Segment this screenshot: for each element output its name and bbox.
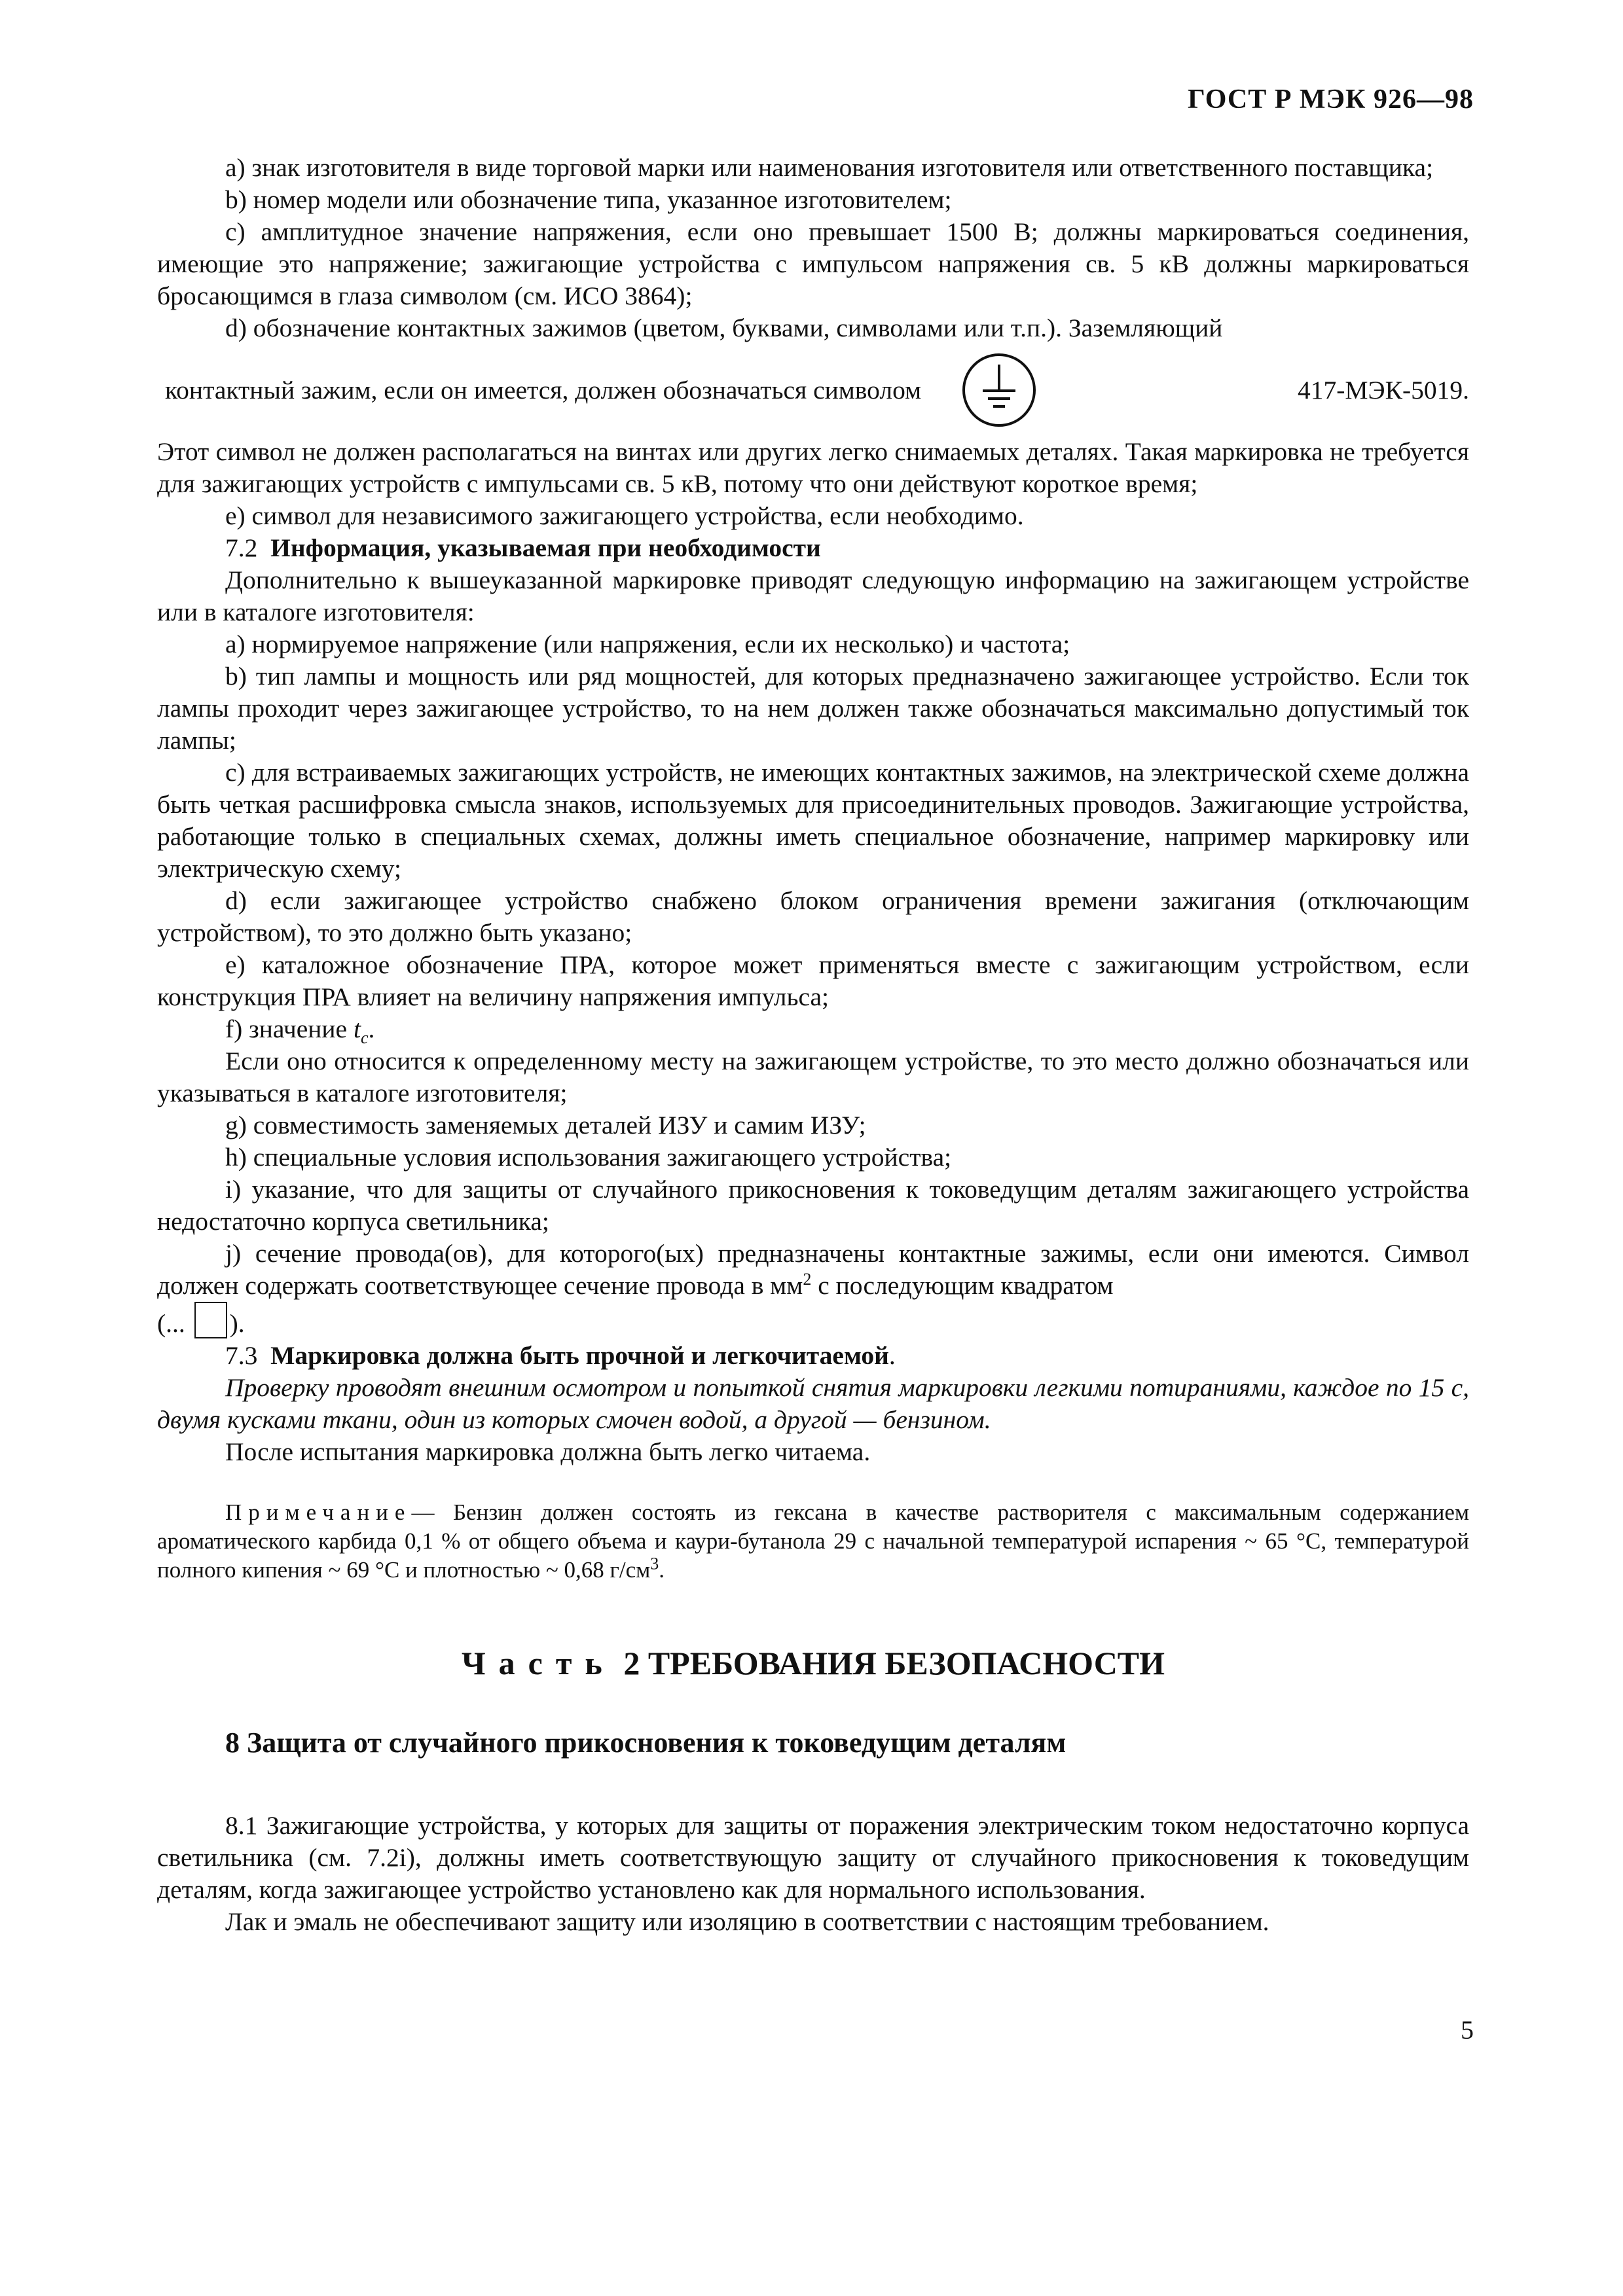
section-7-2-title: Информация, указываемая при необходимости (270, 533, 821, 562)
info-item-f-prefix: f) значение (225, 1014, 348, 1043)
earth-ground-icon (960, 351, 1038, 429)
section-7-3-title: Маркировка должна быть прочной и легкочитаемой (270, 1341, 889, 1370)
section-7-3-check: Проверку проводят внешним осмотром и попыткой снятия маркировки легкими потираниями, каждое по 15 с, двумя кусками ткани, один из которых смочен водой, а другой — бензином. (157, 1373, 1469, 1434)
note-paragraph (157, 1498, 1469, 1585)
info-item-f-subscript: c (360, 1028, 369, 1047)
info-item-f-suffix: . (368, 1014, 375, 1043)
part-2-title (157, 1647, 1469, 1679)
standard-code-header: ГОСТ Р МЭК 926—98 (1188, 84, 1474, 115)
info-item-j-superscript: 2 (803, 1269, 812, 1289)
marking-item-a: a) знак изготовителя в виде торговой марки или наименования изготовителя или ответственного поставщика; (225, 153, 1434, 182)
section-8-1-lacquer-paragraph: Лак и эмаль не обеспечивают защиту или изоляцию в соответствии с настоящим требованием. (225, 1907, 1269, 1936)
square-symbol-icon (194, 1302, 227, 1338)
section-8-title: 8 Защита от случайного прикосновения к токоведущим деталям (225, 1727, 1067, 1759)
info-item-j-close: ). (229, 1309, 245, 1338)
section-8-1-paragraph: 8.1 Зажигающие устройства, у которых для защиты от поражения электрическим током недостаточно корпуса светильника (см. 7.2i), должны иметь соответствующую защиту от случайного прикосновения к токоведущим деталям, когда зажигающее устройство установлено как для нормального использования. (157, 1811, 1469, 1904)
page-number: 5 (1461, 2015, 1474, 2045)
section-7-2-heading (157, 532, 1469, 564)
symbol-restriction-paragraph: Этот символ не должен располагаться на винтах или других легко снимаемых деталях. Такая маркировка не требуется для зажигающих устройств с импульсами св. 5 кВ, потому что они действуют короткое время; (157, 437, 1469, 498)
ground-symbol-text: контактный зажим, если он имеется, должен обозначаться символом (165, 375, 922, 404)
part-2-heading: 2 ТРЕБОВАНИЯ БЕЗОПАСНОСТИ (623, 1645, 1165, 1681)
note-superscript: 3 (650, 1554, 659, 1573)
marking-item-d: d) обозначение контактных зажимов (цветом, буквами, символами или т.п.). Заземляющий (225, 314, 1223, 342)
info-item-j-open: (... (157, 1309, 185, 1338)
info-item-e: e) каталожное обозначение ПРА, которое может применяться вместе с зажигающим устройством, если конструкция ПРА влияет на величину напряжения импульса; (157, 950, 1469, 1011)
section-7-2-intro: Дополнительно к вышеуказанной маркировке приводят следующую информацию на зажигающем устройстве или в каталоге изготовителя: (157, 565, 1469, 626)
part-2-word: Часть (461, 1645, 615, 1681)
note-text: — Бензин должен состоять из гексана в качестве растворителя с максимальным содержанием ароматического карбида 0,1 % от общего объема и каури-бутанола 29 с начальной температурой испарения ~ 65 °С, температурой полного кипения ~ 69 °С и плотностью ~ 0,68 г/см (157, 1499, 1469, 1583)
ground-symbol-code: 417-МЭК-5019. (1298, 375, 1469, 404)
info-item-g: g) совместимость заменяемых деталей ИЗУ и самим ИЗУ; (225, 1111, 866, 1139)
section-7-3-heading (157, 1340, 1469, 1372)
info-item-f-variable: t (353, 1014, 361, 1043)
info-item-h: h) специальные условия использования зажигающего устройства; (225, 1143, 952, 1172)
info-item-f-note: Если оно относится к определенному месту на зажигающем устройстве, то это место должно обозначаться или указываться в каталоге изготовителя; (157, 1047, 1469, 1107)
info-item-f (157, 1013, 1469, 1045)
page-body (157, 152, 1469, 1938)
note-label: Примечание (225, 1499, 412, 1525)
info-item-j-square-line (157, 1302, 1469, 1340)
info-item-i: i) указание, что для защиты от случайного прикосновения к токоведущим деталям зажигающего устройства недостаточно корпуса светильника; (157, 1175, 1469, 1236)
info-item-b: b) тип лампы и мощность или ряд мощностей, для которых предназначено зажигающее устройство. Если ток лампы проходит через зажигающее устройство, то на нем должен также обозначаться максимально допустимый ток лампы; (157, 662, 1469, 755)
note-end: . (659, 1557, 665, 1583)
section-7-3-title-end: . (888, 1341, 896, 1370)
marking-item-b: b) номер модели или обозначение типа, указанное изготовителем; (225, 185, 952, 214)
info-item-d: d) если зажигающее устройство снабжено блоком ограничения времени зажигания (отключающим устройством), то это должно быть указано; (157, 886, 1469, 947)
info-item-a: a) нормируемое напряжение (или напряжения, если их несколько) и частота; (225, 630, 1070, 658)
marking-item-c: c) амплитудное значение напряжения, если оно превышает 1500 В; должны маркироваться соединения, имеющие это напряжение; зажигающие устройства с импульсом напряжения св. 5 кВ должны маркироваться бросающимся в глаза символом (см. ИСО 3864); (157, 217, 1469, 310)
section-7-2-number: 7.2 (225, 533, 258, 562)
section-7-3-number: 7.3 (225, 1341, 258, 1370)
marking-item-e: e) символ для независимого зажигающего устройства, если необходимо. (225, 501, 1024, 530)
info-item-j (157, 1238, 1469, 1302)
info-item-j-text: j) сечение провода(ов), для которого(ых) предназначены контактные зажимы, если они имеются. Символ должен содержать соответствующее сечение провода в мм (157, 1239, 1469, 1300)
ground-symbol-line (157, 344, 1469, 436)
info-item-j-tail: с последующим квадратом (811, 1271, 1114, 1300)
section-7-3-after: После испытания маркировка должна быть легко читаема. (225, 1437, 871, 1466)
info-item-c: c) для встраиваемых зажигающих устройств, не имеющих контактных зажимов, на электрической схеме должна быть четкая расшифровка смысла знаков, используемых для присоединительных проводов. Зажигающие устройства, работающие только в специальных схемах, должны иметь специальное обозначение, например маркировку или электрическую схему; (157, 758, 1469, 883)
